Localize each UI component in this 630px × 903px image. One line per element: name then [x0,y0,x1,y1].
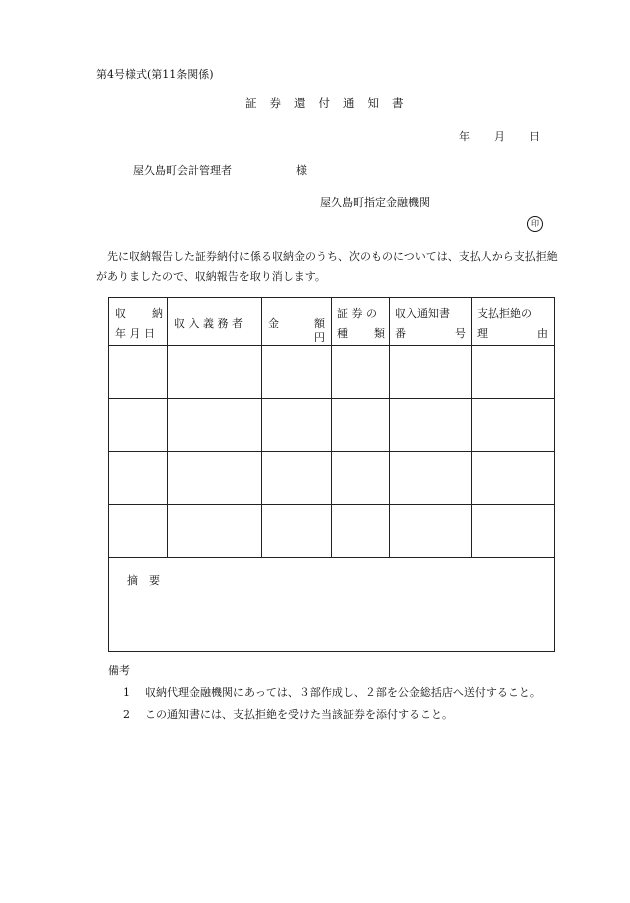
date-day-label: 日 [529,130,540,143]
table-cell [390,399,472,452]
header-refusal-reason-2a: 理 [477,327,488,340]
header-receipt-date [109,298,168,346]
table-cell [109,452,168,505]
remarks-label: 摘 要 [127,574,160,587]
header-obligor-label: 収 入 義 務 者 [174,317,243,330]
table-cell [332,399,390,452]
header-notice-number [390,298,472,346]
table-cell [390,505,472,558]
date-line [459,128,540,144]
header-security-type-1: 証 券 の [337,307,377,320]
table-row [109,505,555,558]
header-receipt-date-1a: 収 [115,307,126,320]
table-cell [262,452,332,505]
note-number: 1 [123,686,130,699]
table-cell [262,399,332,452]
date-year-label: 年 [459,130,470,143]
header-amount-a: 金 [268,317,279,330]
table-cell [332,346,390,399]
table-cell [262,505,332,558]
note-text: この通知書には、支払拒絶を受けた当該証券を添付すること。 [145,708,453,721]
table-cell [332,505,390,558]
table-cell [168,505,262,558]
notes-heading: 備考 [108,664,130,677]
header-amount-unit: 円 [314,331,325,344]
table-cell [168,346,262,399]
header-receipt-date-1b: 納 [152,307,163,320]
table-row [109,346,555,399]
date-month-label: 月 [494,130,505,143]
table-row [109,452,555,505]
header-security-type-2b: 類 [374,327,385,340]
header-refusal-reason-1: 支払拒絶の [477,307,532,320]
table-cell [472,346,555,399]
table-cell [472,452,555,505]
note-item [123,706,453,722]
table-cell [332,452,390,505]
table-cell [472,399,555,452]
header-amount [262,298,332,346]
table-header-row [109,298,555,346]
document-title: 証券還付通知書 [245,96,417,110]
table-row [109,399,555,452]
seal-icon: 印 [527,216,543,232]
header-amount-b: 額 [314,317,325,330]
return-notice-table [108,297,555,652]
form-number: 第4号様式(第11条関係) [96,68,214,81]
note-number: 2 [123,708,130,721]
header-security-type [332,298,390,346]
table-cell [390,346,472,399]
sender-institution: 屋久島町指定金融機関 [320,196,430,209]
remarks-cell [109,558,555,652]
table-cell [109,399,168,452]
table-cell [262,346,332,399]
table-cell [168,399,262,452]
table-cell [109,346,168,399]
header-receipt-date-2: 年 月 日 [115,327,155,340]
header-notice-number-2b: 号 [455,327,466,340]
addressee-suffix: 様 [296,164,307,177]
addressee: 屋久島町会計管理者 [133,164,232,177]
note-text: 収納代理金融機関にあっては、３部作成し、２部を公金総括店へ送付すること。 [145,686,541,699]
remarks-row [109,558,555,652]
header-notice-number-1: 収入通知書 [395,307,450,320]
body-text: 先に収納報告した証券納付に係る収納金のうち、次のものについては、支払人から支払拒絶がありましたので、収納報告を取り消します。 [96,250,558,283]
header-refusal-reason-2b: 由 [537,327,548,340]
table-cell [109,505,168,558]
note-item [123,684,541,700]
table-cell [390,452,472,505]
header-obligor [168,298,262,346]
table-cell [472,505,555,558]
header-security-type-2a: 種 [337,327,348,340]
table-cell [168,452,262,505]
header-notice-number-2a: 番 [395,327,406,340]
header-refusal-reason [472,298,555,346]
